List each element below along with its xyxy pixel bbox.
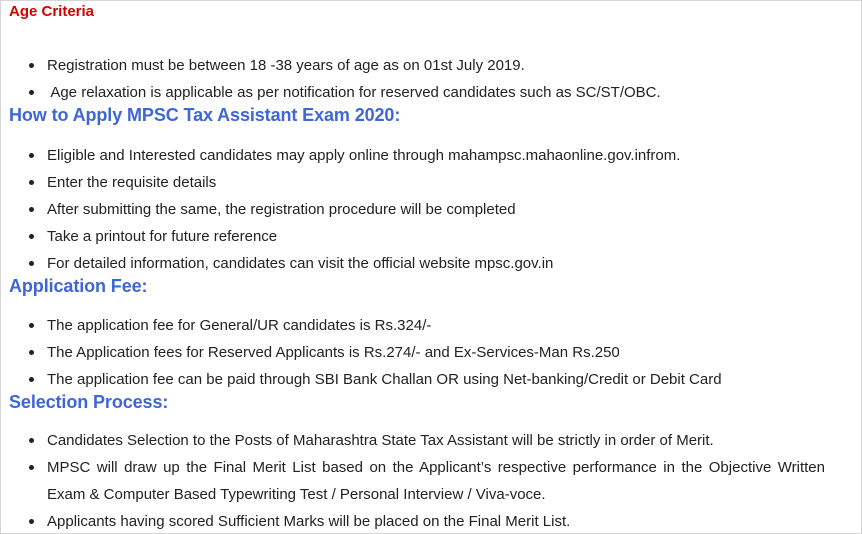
age-criteria-title: Age Criteria	[9, 3, 95, 20]
list-item	[1, 169, 841, 196]
bullet-icon	[29, 180, 34, 185]
selection-process-list	[1, 427, 841, 534]
list-item-text: Candidates Selection to the Posts of Maharashtra State Tax Assistant will be strictly in order of Merit.	[47, 432, 714, 449]
bullet-icon	[29, 465, 34, 470]
list-item-text: Registration must be between 18 -38 years of age as on 01st July 2019.	[47, 57, 525, 74]
bullet-icon	[29, 438, 34, 443]
list-item-text: Enter the requisite details	[47, 174, 217, 191]
list-item-text: For detailed information, candidates can visit the official website mpsc.gov.in	[47, 255, 554, 272]
list-item	[1, 142, 841, 169]
how-to-apply-heading: How to Apply MPSC Tax Assistant Exam 2020:	[9, 105, 401, 125]
list-item	[1, 366, 841, 393]
bullet-icon	[29, 153, 34, 158]
list-item-text: Applicants having scored Sufficient Marks will be placed on the Final Merit List.	[47, 513, 571, 530]
selection-process-heading: Selection Process:	[9, 392, 169, 412]
how-to-apply-list	[1, 142, 841, 277]
bullet-icon	[29, 207, 34, 212]
list-item	[1, 79, 841, 106]
bullet-icon	[29, 350, 34, 355]
list-item-text: MPSC will draw up the Final Merit List based on the Applicant’s respective performance in the Objective Written Exam & Computer Based Typewriting Test / Personal Interview / Viva-voce.	[47, 459, 825, 503]
bullet-icon	[29, 519, 34, 524]
list-item	[1, 312, 841, 339]
list-item-text: After submitting the same, the registration procedure will be completed	[47, 201, 516, 218]
list-item	[1, 508, 841, 534]
bullet-icon	[29, 90, 34, 95]
list-item	[1, 454, 841, 508]
list-item-text: The application fee can be paid through SBI Bank Challan OR using Net-banking/Credit or Debit Card	[47, 371, 722, 388]
list-item	[1, 427, 841, 454]
list-item-text: Eligible and Interested candidates may apply online through mahampsc.mahaonline.gov.infrom.	[47, 147, 681, 164]
list-item-text: The application fee for General/UR candidates is Rs.324/-	[47, 317, 432, 334]
list-item	[1, 339, 841, 366]
bullet-icon	[29, 377, 34, 382]
bullet-icon	[29, 261, 34, 266]
list-item	[1, 250, 841, 277]
list-item	[1, 52, 841, 79]
list-item	[1, 223, 841, 250]
list-item-text: Age relaxation is applicable as per notification for reserved candidates such as SC/ST/OBC.	[47, 84, 661, 101]
list-item-text: The Application fees for Reserved Applicants is Rs.274/- and Ex-Services-Man Rs.250	[47, 344, 620, 361]
bullet-icon	[29, 234, 34, 239]
bullet-icon	[29, 323, 34, 328]
application-fee-list	[1, 312, 841, 393]
bullet-icon	[29, 63, 34, 68]
age-criteria-list	[1, 52, 841, 106]
list-item-text: Take a printout for future reference	[47, 228, 278, 245]
application-fee-heading: Application Fee:	[9, 276, 148, 296]
list-item	[1, 196, 841, 223]
